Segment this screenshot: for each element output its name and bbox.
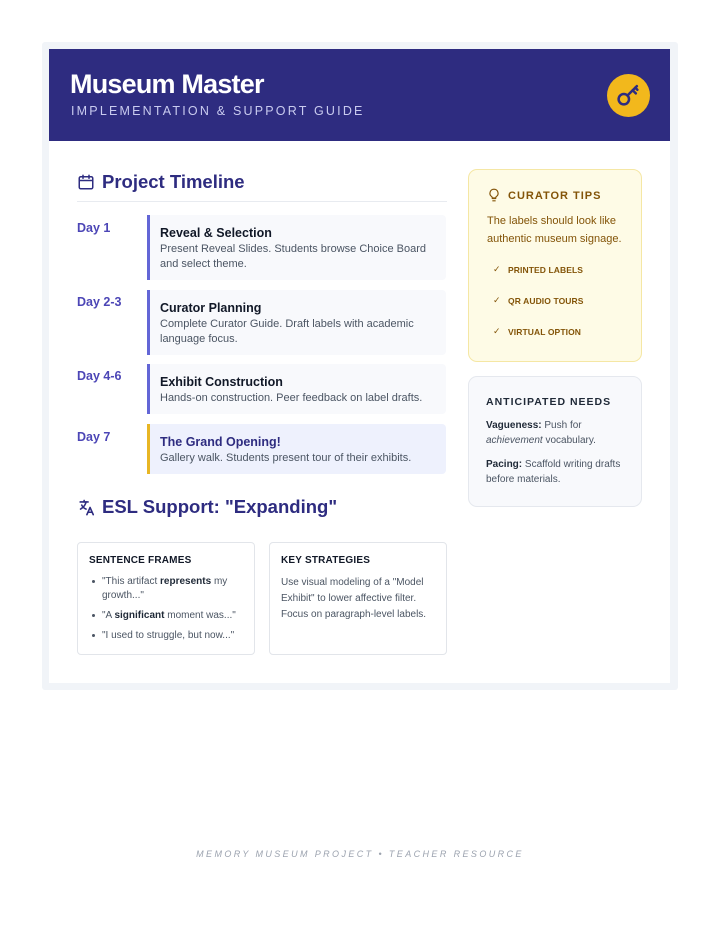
key-strategies-text: Use visual modeling of a "Model Exhibit" to lower affective filter. Focus on paragraph-level labels.	[281, 577, 427, 620]
sentence-frames-title: SENTENCE FRAMES	[89, 555, 192, 566]
tip-label: PRINTED LABELS	[508, 265, 584, 275]
timeline-step	[147, 364, 446, 414]
step-description: Gallery walk. Students present tour of their exhibits.	[160, 452, 412, 464]
page-subtitle: IMPLEMENTATION & SUPPORT GUIDE	[71, 104, 365, 118]
lightbulb-icon	[487, 188, 501, 202]
key-badge	[607, 74, 650, 117]
timeline-title: Project Timeline	[102, 171, 245, 192]
step-description: Complete Curator Guide. Draft labels with academic language focus.	[160, 318, 414, 345]
needs-item-vagueness: Vagueness: Push for achievement vocabulary.	[486, 420, 596, 446]
key-strategies-card	[269, 542, 447, 655]
list-item: "I used to struggle, but now..."	[102, 629, 242, 643]
check-icon: ✓	[493, 326, 501, 336]
timeline-step	[147, 215, 446, 280]
step-title: Exhibit Construction	[160, 375, 283, 389]
step-description: Present Reveal Slides. Students browse Choice Board and select theme.	[160, 243, 426, 270]
guide-card	[49, 49, 670, 683]
footer-text: MEMORY MUSEUM PROJECT • TEACHER RESOURCE	[196, 849, 524, 859]
step-title: The Grand Opening!	[160, 435, 281, 449]
tip-item	[487, 289, 627, 314]
esl-title: ESL Support: "Expanding"	[102, 496, 338, 517]
tip-item	[487, 320, 627, 345]
anticipated-needs-title: ANTICIPATED NEEDS	[486, 396, 612, 408]
needs-item-pacing: Pacing: Scaffold writing drafts before materials.	[486, 459, 621, 485]
day-label: Day 1	[77, 221, 111, 235]
timeline-divider	[77, 201, 447, 202]
day-label: Day 4-6	[77, 369, 122, 383]
day-label: Day 7	[77, 430, 111, 444]
tip-label: QR AUDIO TOURS	[508, 296, 584, 306]
key-icon	[616, 83, 641, 108]
step-description: Hands-on construction. Peer feedback on label drafts.	[160, 392, 423, 404]
step-title: Curator Planning	[160, 301, 262, 315]
translate-icon	[77, 498, 96, 517]
check-icon: ✓	[493, 295, 501, 305]
key-strategies-title: KEY STRATEGIES	[281, 555, 371, 566]
page-title: Museum Master	[70, 69, 264, 99]
sentence-frames-card	[77, 542, 255, 655]
curator-tips-text: The labels should look like authentic museum signage.	[487, 215, 622, 245]
curator-tips-title: CURATOR TIPS	[508, 190, 602, 202]
timeline-step-highlight	[147, 424, 446, 474]
calendar-icon	[77, 173, 95, 191]
timeline-step	[147, 290, 446, 355]
curator-tips-box	[468, 169, 642, 362]
anticipated-needs-box	[468, 376, 642, 507]
header-banner	[49, 49, 670, 141]
tip-item	[487, 258, 627, 283]
list-item: "A significant moment was..."	[102, 609, 242, 623]
tip-label: VIRTUAL OPTION	[508, 327, 582, 337]
list-item: "This artifact represents my growth..."	[102, 575, 242, 603]
step-title: Reveal & Selection	[160, 226, 272, 240]
day-label: Day 2-3	[77, 295, 122, 309]
check-icon: ✓	[493, 264, 501, 274]
